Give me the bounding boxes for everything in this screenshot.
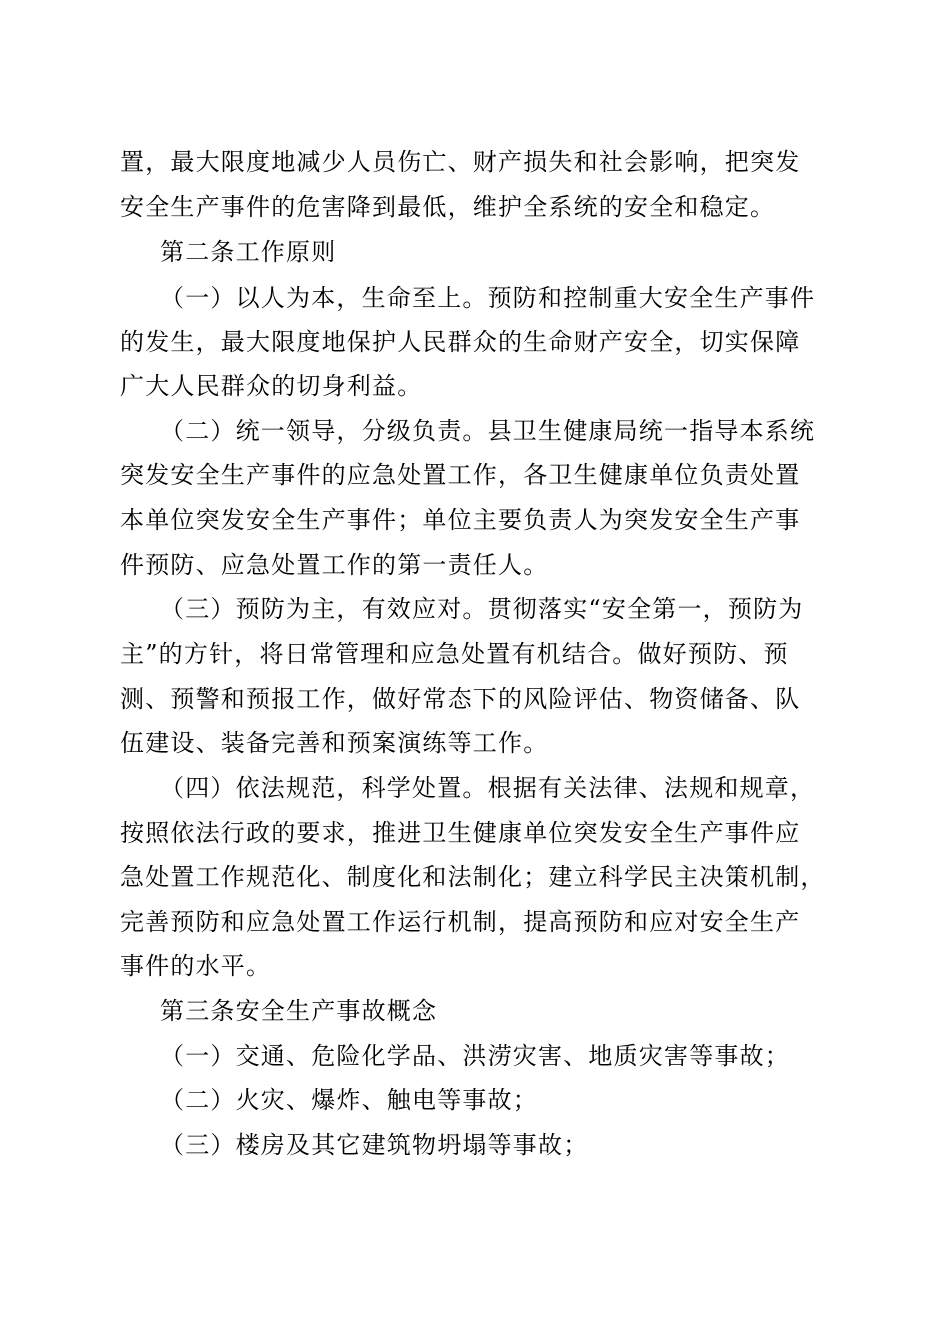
text-line: 本单位突发安全生产事件；单位主要负责人为突发安全生产事 — [120, 506, 801, 534]
section-heading: 第三条安全生产事故概念 — [160, 997, 438, 1025]
text-line: 主”的方针，将日常管理和应急处置有机结合。做好预防、预 — [120, 640, 789, 668]
list-item: （一）交通、危险化学品、洪涝灾害、地质灾害等事故； — [160, 1042, 790, 1070]
list-item: （二）火灾、爆炸、触电等事故； — [160, 1086, 538, 1114]
text-line: 测、预警和预报工作，做好常态下的风险评估、物资储备、队 — [120, 685, 801, 713]
text-line: （一）以人为本，生命至上。预防和控制重大安全生产事件 — [160, 284, 816, 312]
text-line: 突发安全生产事件的应急处置工作，各卫生健康单位负责处置 — [120, 461, 801, 489]
text-line: （四）依法规范，科学处置。根据有关法律、法规和规章， — [160, 774, 816, 802]
text-line: 广大人民群众的切身利益。 — [120, 372, 423, 400]
text-line: 事件的水平。 — [120, 952, 272, 980]
text-line: 伍建设、装备完善和预案演练等工作。 — [120, 729, 549, 757]
text-line: 按照依法行政的要求，推进卫生健康单位突发安全生产事件应 — [120, 819, 801, 847]
text-line: 安全生产事件的危害降到最低，维护全系统的安全和稳定。 — [120, 193, 776, 221]
section-heading: 第二条工作原则 — [160, 238, 337, 266]
text-line: 急处置工作规范化、制度化和法制化；建立科学民主决策机制， — [120, 863, 826, 891]
text-line: 的发生，最大限度地保护人民群众的生命财产安全，切实保障 — [120, 328, 801, 356]
text-line: （三）预防为主，有效应对。贯彻落实“安全第一，预防为 — [160, 595, 804, 623]
text-line: 置，最大限度地减少人员伤亡、财产损失和社会影响，把突发 — [120, 148, 801, 176]
text-line: 完善预防和应急处置工作运行机制，提高预防和应对安全生产 — [120, 908, 801, 936]
text-line: （二）统一领导，分级负责。县卫生健康局统一指导本系统 — [160, 417, 816, 445]
list-item: （三）楼房及其它建筑物坍塌等事故； — [160, 1131, 589, 1159]
text-line: 件预防、应急处置工作的第一责任人。 — [120, 551, 549, 579]
